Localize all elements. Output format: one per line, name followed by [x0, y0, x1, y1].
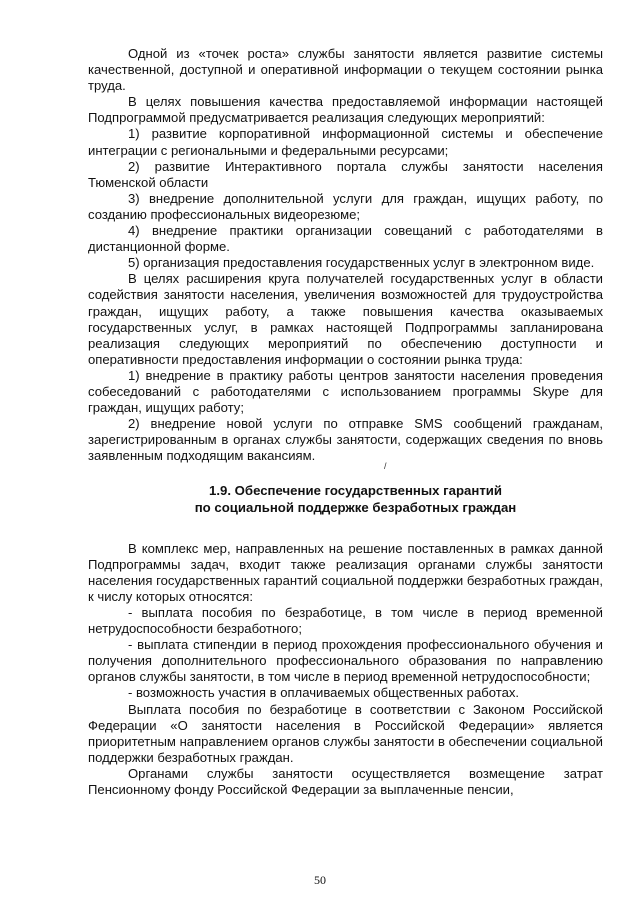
- paragraph: Выплата пособия по безработице в соответствии с Законом Российской Федерации «О занятости населения в Российской Федерации» является приоритетным направлением органов службы занятости в обеспечении социальной поддержки безработных граждан.: [88, 701, 603, 765]
- section-heading-line: по социальной поддержке безработных граждан: [194, 500, 517, 516]
- list-item: 1) внедрение в практику работы центров занятости населения проведения собеседований с работодателями с использованием программы Skype для граждан, ищущих работу;: [88, 367, 603, 416]
- paragraph: В целях повышения качества предоставляемой информации настоящей Подпрограммой предусматривается реализация следующих мероприятий:: [88, 94, 603, 126]
- list-item: - выплата стипендии в период прохождения профессионального обучения и получения дополнительного профессионального образования по направлению органов службы занятости, в том числе в период временной нетрудоспособности;: [88, 637, 603, 685]
- list-item: - выплата пособия по безработице, в том числе в период временной нетрудоспособности безработного;: [88, 605, 603, 637]
- paragraph: В целях расширения круга получателей государственных услуг в области содействия занятости населения, увеличения возможностей для трудоустройства граждан, ищущих работу, а также повышения качества оказываемых государственных услуг, в рамках настоящей Подпрограммы запланирована реализация следующих мероприятий по обеспечению доступности и оперативности предоставления информации о состоянии рынка труда:: [88, 271, 603, 367]
- list-item: - возможность участия в оплачиваемых общественных работах.: [128, 685, 520, 701]
- section-heading: [88, 483, 603, 516]
- list-item: 3) внедрение дополнительной услуги для граждан, ищущих работу, по созданию профессиональных видеорезюме;: [88, 190, 603, 222]
- stray-mark: /: [384, 461, 387, 471]
- list-item: 5) организация предоставления государственных услуг в электронном виде.: [128, 255, 595, 271]
- page-number: 50: [314, 873, 326, 887]
- list-item: 1) развитие корпоративной информационной системы и обеспечение интеграции с региональными и федеральными ресурсами;: [88, 126, 603, 158]
- list-item: 2) внедрение новой услуги по отправке SMS сообщений гражданам, зарегистрированным в органах службы занятости, содержащих сведения по вновь заявленным подходящим вакансиям.: [88, 416, 603, 464]
- list-item: 2) развитие Интерактивного портала службы занятости населения Тюменской области: [88, 158, 603, 190]
- section-heading-line: 1.9. Обеспечение государственных гарантий: [209, 483, 502, 499]
- paragraph: В комплекс мер, направленных на решение поставленных в рамках данной Подпрограммы задач, входит также реализация органами службы занятости населения государственных гарантий социальной поддержки безработных граждан, к числу которых относятся:: [88, 540, 603, 604]
- paragraph: Органами службы занятости осуществляется возмещение затрат Пенсионному фонду Российской Федерации за выплаченные пенсии,: [88, 765, 603, 798]
- list-item: 4) внедрение практики организации совещаний с работодателями в дистанционной форме.: [88, 223, 603, 255]
- paragraph: Одной из «точек роста» службы занятости является развитие системы качественной, доступной и оперативной информации о текущем состоянии рынка труда.: [88, 46, 603, 94]
